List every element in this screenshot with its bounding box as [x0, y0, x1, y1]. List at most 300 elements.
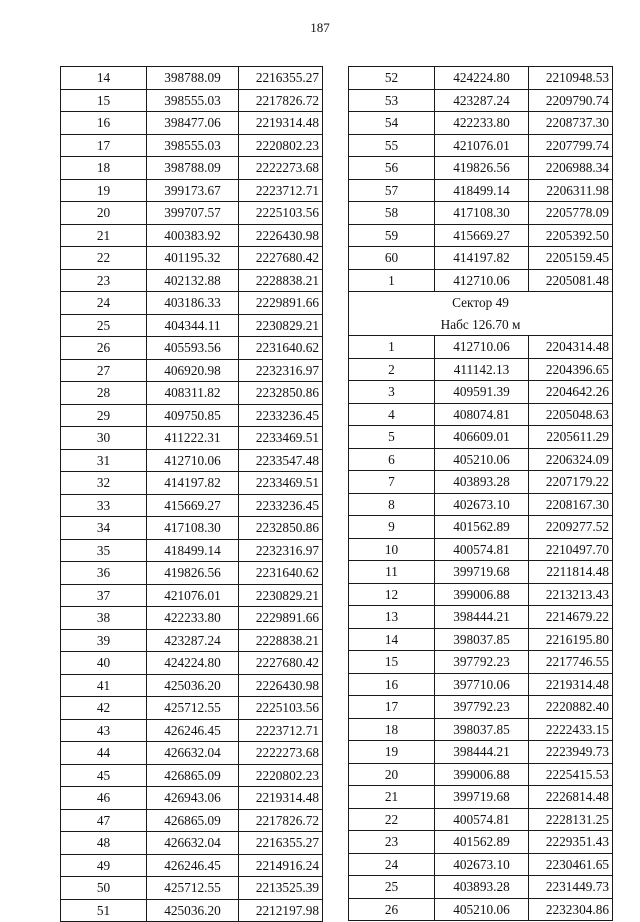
point-number-cell: 41 — [61, 674, 147, 697]
table-row — [61, 877, 323, 900]
x-coordinate-cell: 398788.09 — [147, 157, 239, 180]
x-coordinate-cell: 398555.03 — [147, 89, 239, 112]
y-coordinate-cell: 2208737.30 — [529, 112, 613, 135]
x-coordinate-cell: 402673.10 — [435, 493, 529, 516]
point-number-cell: 29 — [61, 404, 147, 427]
x-coordinate-cell: 426246.45 — [147, 719, 239, 742]
x-coordinate-cell: 398555.03 — [147, 134, 239, 157]
table-row — [61, 382, 323, 405]
x-coordinate-cell: 419826.56 — [147, 562, 239, 585]
x-coordinate-cell: 426632.04 — [147, 742, 239, 765]
y-coordinate-cell: 2232850.86 — [239, 382, 323, 405]
page-number: 187 — [310, 20, 330, 35]
point-number-cell: 33 — [61, 494, 147, 517]
y-coordinate-cell: 2219314.48 — [529, 673, 613, 696]
y-coordinate-cell: 2206311.98 — [529, 179, 613, 202]
y-coordinate-cell: 2222273.68 — [239, 742, 323, 765]
point-number-cell: 13 — [349, 606, 435, 629]
table-row — [61, 607, 323, 630]
table-row — [349, 718, 613, 741]
point-number-cell: 12 — [349, 583, 435, 606]
y-coordinate-cell: 2231449.73 — [529, 876, 613, 899]
y-coordinate-cell: 2204642.26 — [529, 381, 613, 404]
table-row — [349, 269, 613, 292]
table-row — [349, 179, 613, 202]
x-coordinate-cell: 414197.82 — [147, 472, 239, 495]
point-number-cell: 40 — [61, 652, 147, 675]
point-number-cell: 53 — [349, 89, 435, 112]
y-coordinate-cell: 2207799.74 — [529, 134, 613, 157]
coordinates-table-left-body — [61, 67, 323, 922]
y-coordinate-cell: 2225103.56 — [239, 202, 323, 225]
y-coordinate-cell: 2223712.71 — [239, 719, 323, 742]
x-coordinate-cell: 426865.09 — [147, 809, 239, 832]
table-row — [61, 494, 323, 517]
table-row — [61, 449, 323, 472]
point-number-cell: 18 — [61, 157, 147, 180]
y-coordinate-cell: 2225103.56 — [239, 697, 323, 720]
y-coordinate-cell: 2222273.68 — [239, 157, 323, 180]
x-coordinate-cell: 397792.23 — [435, 651, 529, 674]
y-coordinate-cell: 2216355.27 — [239, 832, 323, 855]
point-number-cell: 27 — [61, 359, 147, 382]
y-coordinate-cell: 2230461.65 — [529, 853, 613, 876]
table-row — [61, 337, 323, 360]
y-coordinate-cell: 2230829.21 — [239, 314, 323, 337]
y-coordinate-cell: 2230829.21 — [239, 584, 323, 607]
point-number-cell: 37 — [61, 584, 147, 607]
point-number-cell: 38 — [61, 607, 147, 630]
x-coordinate-cell: 398037.85 — [435, 718, 529, 741]
point-number-cell: 24 — [61, 292, 147, 315]
x-coordinate-cell: 425036.20 — [147, 674, 239, 697]
table-row — [349, 808, 613, 831]
point-number-cell: 7 — [349, 471, 435, 494]
x-coordinate-cell: 398444.21 — [435, 606, 529, 629]
x-coordinate-cell: 402673.10 — [435, 853, 529, 876]
y-coordinate-cell: 2210948.53 — [529, 67, 613, 90]
y-coordinate-cell: 2220802.23 — [239, 134, 323, 157]
x-coordinate-cell: 404344.11 — [147, 314, 239, 337]
table-row — [61, 292, 323, 315]
x-coordinate-cell: 412710.06 — [435, 269, 529, 292]
table-row — [61, 629, 323, 652]
table-row — [61, 719, 323, 742]
point-number-cell: 8 — [349, 493, 435, 516]
x-coordinate-cell: 398037.85 — [435, 628, 529, 651]
point-number-cell: 52 — [349, 67, 435, 90]
point-number-cell: 60 — [349, 247, 435, 270]
x-coordinate-cell: 425036.20 — [147, 899, 239, 922]
y-coordinate-cell: 2233547.48 — [239, 449, 323, 472]
x-coordinate-cell: 397792.23 — [435, 696, 529, 719]
point-number-cell: 14 — [349, 628, 435, 651]
point-number-cell: 2 — [349, 358, 435, 381]
point-number-cell: 46 — [61, 787, 147, 810]
point-number-cell: 10 — [349, 538, 435, 561]
x-coordinate-cell: 401195.32 — [147, 247, 239, 270]
table-row — [61, 584, 323, 607]
x-coordinate-cell: 425712.55 — [147, 697, 239, 720]
point-number-cell: 21 — [349, 786, 435, 809]
table-row — [61, 697, 323, 720]
table-row — [61, 89, 323, 112]
point-number-cell: 55 — [349, 134, 435, 157]
table-row — [61, 134, 323, 157]
x-coordinate-cell: 403186.33 — [147, 292, 239, 315]
table-row — [349, 831, 613, 854]
y-coordinate-cell: 2217826.72 — [239, 89, 323, 112]
y-coordinate-cell: 2209790.74 — [529, 89, 613, 112]
y-coordinate-cell: 2232316.97 — [239, 539, 323, 562]
x-coordinate-cell: 411142.13 — [435, 358, 529, 381]
y-coordinate-cell: 2228131.25 — [529, 808, 613, 831]
point-number-cell: 20 — [349, 763, 435, 786]
y-coordinate-cell: 2211814.48 — [529, 561, 613, 584]
table-row — [349, 157, 613, 180]
y-coordinate-cell: 2226430.98 — [239, 674, 323, 697]
point-number-cell: 23 — [61, 269, 147, 292]
y-coordinate-cell: 2207179.22 — [529, 471, 613, 494]
table-row — [349, 583, 613, 606]
table-row — [349, 202, 613, 225]
y-coordinate-cell: 2233236.45 — [239, 404, 323, 427]
y-coordinate-cell: 2231640.62 — [239, 337, 323, 360]
point-number-cell: 18 — [349, 718, 435, 741]
x-coordinate-cell: 418499.14 — [147, 539, 239, 562]
table-row — [349, 112, 613, 135]
table-row — [61, 742, 323, 765]
table-row — [349, 493, 613, 516]
point-number-cell: 32 — [61, 472, 147, 495]
y-coordinate-cell: 2205048.63 — [529, 403, 613, 426]
y-coordinate-cell: 2229891.66 — [239, 292, 323, 315]
point-number-cell: 1 — [349, 336, 435, 359]
x-coordinate-cell: 414197.82 — [435, 247, 529, 270]
point-number-cell: 6 — [349, 448, 435, 471]
y-coordinate-cell: 2206324.09 — [529, 448, 613, 471]
x-coordinate-cell: 401562.89 — [435, 516, 529, 539]
y-coordinate-cell: 2217826.72 — [239, 809, 323, 832]
y-coordinate-cell: 2220882.40 — [529, 696, 613, 719]
table-row — [61, 269, 323, 292]
y-coordinate-cell: 2210497.70 — [529, 538, 613, 561]
y-coordinate-cell: 2216355.27 — [239, 67, 323, 90]
point-number-cell: 51 — [61, 899, 147, 922]
y-coordinate-cell: 2219314.48 — [239, 112, 323, 135]
x-coordinate-cell: 423287.24 — [147, 629, 239, 652]
x-coordinate-cell: 398444.21 — [435, 741, 529, 764]
sector-elevation: Набс 126.70 м — [349, 314, 613, 336]
point-number-cell: 19 — [349, 741, 435, 764]
table-row — [349, 358, 613, 381]
x-coordinate-cell: 417108.30 — [147, 517, 239, 540]
point-number-cell: 16 — [349, 673, 435, 696]
y-coordinate-cell: 2227680.42 — [239, 652, 323, 675]
point-number-cell: 16 — [61, 112, 147, 135]
x-coordinate-cell: 426943.06 — [147, 787, 239, 810]
table-row — [349, 696, 613, 719]
table-row — [349, 403, 613, 426]
sector-title: Сектор 49 — [349, 292, 613, 314]
y-coordinate-cell: 2219314.48 — [239, 787, 323, 810]
x-coordinate-cell: 426632.04 — [147, 832, 239, 855]
point-number-cell: 48 — [61, 832, 147, 855]
table-row — [61, 247, 323, 270]
table-row — [349, 651, 613, 674]
y-coordinate-cell: 2205081.48 — [529, 269, 613, 292]
y-coordinate-cell: 2226430.98 — [239, 224, 323, 247]
point-number-cell: 9 — [349, 516, 435, 539]
y-coordinate-cell: 2232850.86 — [239, 517, 323, 540]
x-coordinate-cell: 400574.81 — [435, 538, 529, 561]
x-coordinate-cell: 406609.01 — [435, 426, 529, 449]
table-row — [349, 673, 613, 696]
x-coordinate-cell: 421076.01 — [435, 134, 529, 157]
point-number-cell: 58 — [349, 202, 435, 225]
y-coordinate-cell: 2205778.09 — [529, 202, 613, 225]
table-row — [349, 628, 613, 651]
table-row — [349, 448, 613, 471]
x-coordinate-cell: 406920.98 — [147, 359, 239, 382]
table-row — [349, 247, 613, 270]
x-coordinate-cell: 405210.06 — [435, 898, 529, 921]
y-coordinate-cell: 2209277.52 — [529, 516, 613, 539]
x-coordinate-cell: 399006.88 — [435, 763, 529, 786]
x-coordinate-cell: 426865.09 — [147, 764, 239, 787]
point-number-cell: 25 — [349, 876, 435, 899]
point-number-cell: 47 — [61, 809, 147, 832]
x-coordinate-cell: 399006.88 — [435, 583, 529, 606]
y-coordinate-cell: 2214916.24 — [239, 854, 323, 877]
x-coordinate-cell: 400574.81 — [435, 808, 529, 831]
coordinates-table-right-bottom — [349, 336, 613, 921]
table-row — [349, 426, 613, 449]
coordinates-table-right — [348, 66, 613, 921]
x-coordinate-cell: 405210.06 — [435, 448, 529, 471]
table-row — [61, 674, 323, 697]
x-coordinate-cell: 399719.68 — [435, 561, 529, 584]
table-row — [61, 67, 323, 90]
table-row — [349, 606, 613, 629]
y-coordinate-cell: 2212197.98 — [239, 899, 323, 922]
table-row — [61, 314, 323, 337]
table-row — [349, 898, 613, 921]
table-row — [61, 539, 323, 562]
table-row — [61, 404, 323, 427]
point-number-cell: 28 — [61, 382, 147, 405]
table-row — [61, 764, 323, 787]
point-number-cell: 50 — [61, 877, 147, 900]
y-coordinate-cell: 2232304.86 — [529, 898, 613, 921]
x-coordinate-cell: 425712.55 — [147, 877, 239, 900]
y-coordinate-cell: 2223949.73 — [529, 741, 613, 764]
y-coordinate-cell: 2226814.48 — [529, 786, 613, 809]
point-number-cell: 31 — [61, 449, 147, 472]
y-coordinate-cell: 2213525.39 — [239, 877, 323, 900]
y-coordinate-cell: 2229351.43 — [529, 831, 613, 854]
y-coordinate-cell: 2231640.62 — [239, 562, 323, 585]
table-row — [349, 561, 613, 584]
x-coordinate-cell: 418499.14 — [435, 179, 529, 202]
y-coordinate-cell: 2204396.65 — [529, 358, 613, 381]
table-row — [349, 786, 613, 809]
x-coordinate-cell: 422233.80 — [435, 112, 529, 135]
table-row — [61, 899, 323, 922]
y-coordinate-cell: 2214679.22 — [529, 606, 613, 629]
x-coordinate-cell: 426246.45 — [147, 854, 239, 877]
table-row — [61, 427, 323, 450]
point-number-cell: 24 — [349, 853, 435, 876]
x-coordinate-cell: 412710.06 — [435, 336, 529, 359]
x-coordinate-cell: 401562.89 — [435, 831, 529, 854]
x-coordinate-cell: 405593.56 — [147, 337, 239, 360]
y-coordinate-cell: 2223712.71 — [239, 179, 323, 202]
point-number-cell: 43 — [61, 719, 147, 742]
y-coordinate-cell: 2205611.29 — [529, 426, 613, 449]
y-coordinate-cell: 2216195.80 — [529, 628, 613, 651]
y-coordinate-cell: 2228838.21 — [239, 629, 323, 652]
point-number-cell: 22 — [349, 808, 435, 831]
point-number-cell: 21 — [61, 224, 147, 247]
coordinates-table-left — [60, 66, 323, 922]
y-coordinate-cell: 2229891.66 — [239, 607, 323, 630]
point-number-cell: 5 — [349, 426, 435, 449]
x-coordinate-cell: 415669.27 — [147, 494, 239, 517]
table-row — [349, 134, 613, 157]
y-coordinate-cell: 2204314.48 — [529, 336, 613, 359]
x-coordinate-cell: 403893.28 — [435, 876, 529, 899]
y-coordinate-cell: 2205159.45 — [529, 247, 613, 270]
y-coordinate-cell: 2232316.97 — [239, 359, 323, 382]
table-row — [61, 202, 323, 225]
point-number-cell: 20 — [61, 202, 147, 225]
point-number-cell: 59 — [349, 224, 435, 247]
x-coordinate-cell: 415669.27 — [435, 224, 529, 247]
x-coordinate-cell: 417108.30 — [435, 202, 529, 225]
table-row — [61, 652, 323, 675]
table-row — [349, 67, 613, 90]
point-number-cell: 45 — [61, 764, 147, 787]
x-coordinate-cell: 402132.88 — [147, 269, 239, 292]
table-row — [349, 336, 613, 359]
point-number-cell: 22 — [61, 247, 147, 270]
x-coordinate-cell: 400383.92 — [147, 224, 239, 247]
x-coordinate-cell: 399719.68 — [435, 786, 529, 809]
table-row — [349, 516, 613, 539]
point-number-cell: 3 — [349, 381, 435, 404]
y-coordinate-cell: 2233236.45 — [239, 494, 323, 517]
point-number-cell: 30 — [61, 427, 147, 450]
point-number-cell: 36 — [61, 562, 147, 585]
point-number-cell: 14 — [61, 67, 147, 90]
point-number-cell: 26 — [349, 898, 435, 921]
point-number-cell: 35 — [61, 539, 147, 562]
point-number-cell: 1 — [349, 269, 435, 292]
table-row — [349, 538, 613, 561]
point-number-cell: 19 — [61, 179, 147, 202]
table-row — [61, 224, 323, 247]
x-coordinate-cell: 408311.82 — [147, 382, 239, 405]
point-number-cell: 25 — [61, 314, 147, 337]
x-coordinate-cell: 408074.81 — [435, 403, 529, 426]
x-coordinate-cell: 422233.80 — [147, 607, 239, 630]
table-row — [349, 741, 613, 764]
point-number-cell: 15 — [61, 89, 147, 112]
x-coordinate-cell: 423287.24 — [435, 89, 529, 112]
point-number-cell: 34 — [61, 517, 147, 540]
point-number-cell: 15 — [349, 651, 435, 674]
y-coordinate-cell: 2217746.55 — [529, 651, 613, 674]
y-coordinate-cell: 2220802.23 — [239, 764, 323, 787]
y-coordinate-cell: 2213213.43 — [529, 583, 613, 606]
x-coordinate-cell: 424224.80 — [435, 67, 529, 90]
x-coordinate-cell: 424224.80 — [147, 652, 239, 675]
table-row — [61, 179, 323, 202]
y-coordinate-cell: 2206988.34 — [529, 157, 613, 180]
y-coordinate-cell: 2222433.15 — [529, 718, 613, 741]
x-coordinate-cell: 412710.06 — [147, 449, 239, 472]
y-coordinate-cell: 2227680.42 — [239, 247, 323, 270]
table-row — [349, 471, 613, 494]
sector-heading — [349, 292, 613, 336]
x-coordinate-cell: 398477.06 — [147, 112, 239, 135]
point-number-cell: 11 — [349, 561, 435, 584]
x-coordinate-cell: 411222.31 — [147, 427, 239, 450]
y-coordinate-cell: 2205392.50 — [529, 224, 613, 247]
x-coordinate-cell: 409750.85 — [147, 404, 239, 427]
x-coordinate-cell: 397710.06 — [435, 673, 529, 696]
coordinates-table-right-top — [349, 67, 613, 292]
point-number-cell: 42 — [61, 697, 147, 720]
table-row — [61, 787, 323, 810]
table-row — [349, 763, 613, 786]
point-number-cell: 54 — [349, 112, 435, 135]
table-row — [349, 853, 613, 876]
point-number-cell: 17 — [61, 134, 147, 157]
y-coordinate-cell: 2233469.51 — [239, 427, 323, 450]
x-coordinate-cell: 398788.09 — [147, 67, 239, 90]
table-row — [61, 112, 323, 135]
table-row — [349, 381, 613, 404]
point-number-cell: 17 — [349, 696, 435, 719]
table-row — [61, 562, 323, 585]
table-row — [61, 157, 323, 180]
x-coordinate-cell: 419826.56 — [435, 157, 529, 180]
point-number-cell: 57 — [349, 179, 435, 202]
point-number-cell: 39 — [61, 629, 147, 652]
point-number-cell: 26 — [61, 337, 147, 360]
point-number-cell: 56 — [349, 157, 435, 180]
table-row — [349, 89, 613, 112]
point-number-cell: 23 — [349, 831, 435, 854]
table-row — [61, 359, 323, 382]
point-number-cell: 44 — [61, 742, 147, 765]
table-row — [61, 832, 323, 855]
point-number-cell: 4 — [349, 403, 435, 426]
y-coordinate-cell: 2228838.21 — [239, 269, 323, 292]
x-coordinate-cell: 409591.39 — [435, 381, 529, 404]
table-row — [61, 472, 323, 495]
table-row — [349, 224, 613, 247]
table-row — [61, 809, 323, 832]
x-coordinate-cell: 403893.28 — [435, 471, 529, 494]
table-row — [349, 876, 613, 899]
point-number-cell: 49 — [61, 854, 147, 877]
y-coordinate-cell: 2208167.30 — [529, 493, 613, 516]
table-row — [61, 517, 323, 540]
y-coordinate-cell: 2233469.51 — [239, 472, 323, 495]
